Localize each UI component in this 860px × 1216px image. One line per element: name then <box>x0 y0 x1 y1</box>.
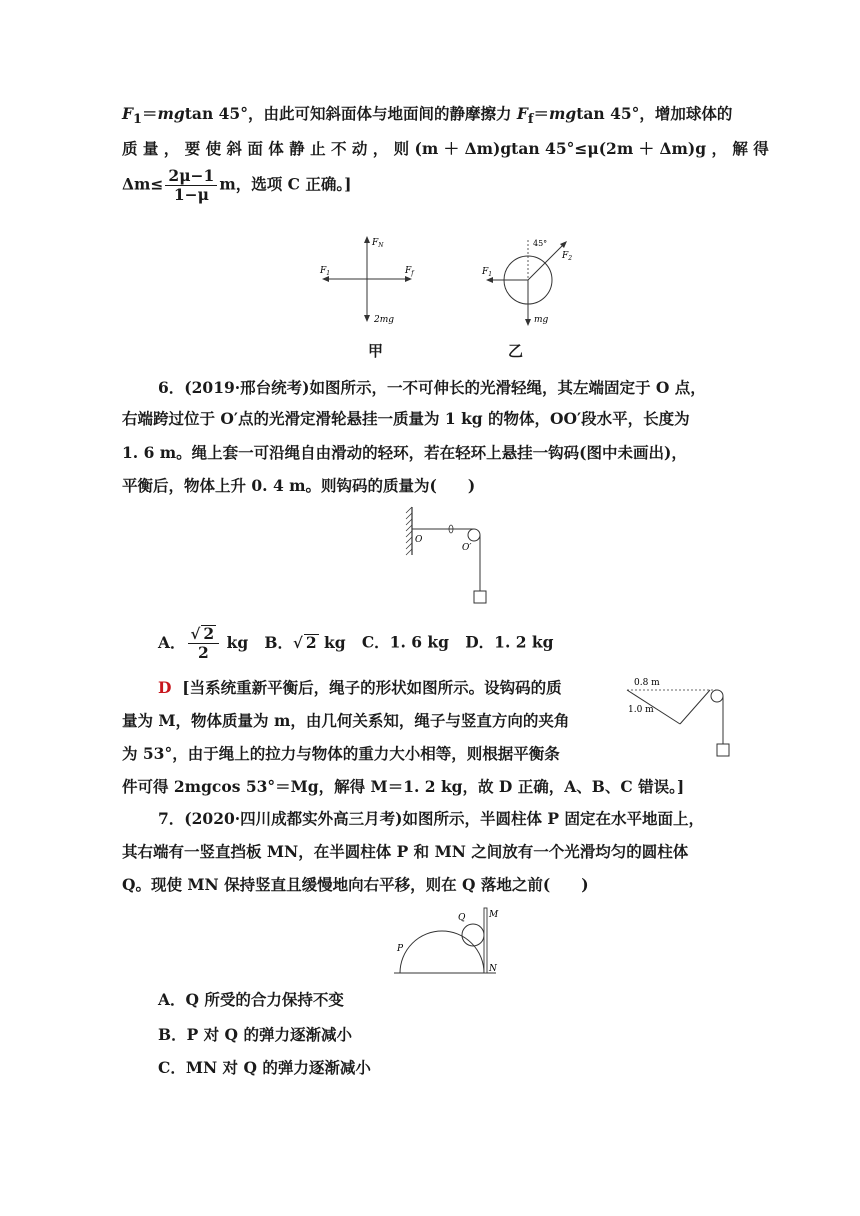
svg-text:0.8 m: 0.8 m <box>634 678 660 688</box>
svg-text:O′: O′ <box>462 543 472 553</box>
a6-line-1: D [当系统重新平衡后，绳子的形状如图所示。设钩码的质 <box>158 678 562 697</box>
answer-label: D <box>158 678 172 697</box>
q6-options <box>158 625 554 662</box>
a6-line-4: 件可得 2mgcos 53°＝Mg，解得 M＝1. 2 kg，故 D 正确，A、B、C 错误。] <box>122 777 685 796</box>
option-d[interactable]: D．1. 2 kg <box>465 632 554 652</box>
svg-text:mg: mg <box>534 315 549 325</box>
svg-text:Ff: $F_f$ <box>405 266 414 277</box>
option-b[interactable]: B．√ 2 kg <box>264 632 346 652</box>
q6-line-2: 右端跨过位于 O′点的光滑定滑轮悬挂一质量为 1 kg 的物体，OO′段水平，长度为 <box>122 409 690 428</box>
q7-line-2: 其右端有一竖直挡板 MN，在半圆柱体 P 和 MN 之间放有一个光滑均匀的圆柱体 <box>122 842 689 861</box>
svg-text:M: M <box>489 910 499 920</box>
a6-figure <box>622 672 742 766</box>
q5-explanation-line-3: Δm≤ $\frac{2\mu-1}{1-\mu}$ m，选项 C 正确。] <box>122 166 352 204</box>
caption-jia: 甲 <box>368 342 384 360</box>
q7-option-a[interactable]: A．Q 所受的合力保持不变 <box>158 990 344 1009</box>
force-diagram-yi <box>476 232 586 332</box>
q7-option-b[interactable]: B．P 对 Q 的弹力逐渐减小 <box>158 1025 352 1044</box>
q6-line-1: 6．(2019·邢台统考)如图所示，一不可伸长的光滑轻绳，其左端固定于 O 点， <box>158 378 706 397</box>
svg-text:FN: $F_N$ <box>372 238 384 249</box>
q5-explanation-line-2: 质 量 ， 要 使 斜 面 体 静 止 不 动 ， 则 (m ＋ Δm)gtan 45°≤μ(2m ＋ Δm)g ， 解 得 <box>122 139 769 158</box>
svg-text:O: O <box>415 535 423 545</box>
q7-figure <box>390 905 502 977</box>
svg-text:2mg: 2mg <box>374 315 395 325</box>
q7-option-c[interactable]: C．MN 对 Q 的弹力逐渐减小 <box>158 1058 371 1077</box>
svg-text:F1: $F_1$ <box>482 267 493 278</box>
q7-line-1: 7．(2020·四川成都实外高三月考)如图所示，半圆柱体 P 固定在水平地面上， <box>158 809 704 828</box>
force-diagram-jia <box>310 228 430 328</box>
caption-yi: 乙 <box>508 342 524 360</box>
option-a[interactable]: A． $\frac{√ 2}{2}$ kg <box>158 624 249 662</box>
a6-line-3: 为 53°，由于绳上的拉力与物体的重力大小相等，则根据平衡条 <box>122 744 560 763</box>
svg-text:N: N <box>489 964 497 974</box>
q6-line-4: 平衡后，物体上升 0. 4 m。则钩码的质量为( ) <box>122 476 476 495</box>
q6-figure <box>404 505 494 607</box>
source-tag: (2019·邢台统考) <box>184 378 310 397</box>
source-tag: (2020·四川成都实外高三月考) <box>184 809 403 828</box>
svg-text:F1: $F_1$ <box>320 266 331 277</box>
q5-explanation-line-1: $F_1=mgtan$ 45°，由此可知斜面体与地面间的静摩擦力 $F_f=mgtan$ 45°，增加球体的 <box>122 104 733 128</box>
option-c[interactable]: C．1. 6 kg <box>361 632 450 652</box>
fraction: $\frac{2\mu-1}{1-\mu}$ <box>165 167 217 204</box>
svg-text:45°: 45° <box>533 239 548 248</box>
svg-text:1.0 m: 1.0 m <box>628 705 654 715</box>
svg-text:Q: Q <box>458 913 466 923</box>
q7-line-3: Q。现使 MN 保持竖直且缓慢地向右平移，则在 Q 落地之前( ) <box>122 875 589 894</box>
svg-text:P: P <box>397 944 404 954</box>
svg-text:F2: $F_2$ <box>562 251 573 262</box>
a6-line-2: 量为 M，物体质量为 m，由几何关系知，绳子与竖直方向的夹角 <box>122 711 570 730</box>
q6-line-3: 1. 6 m。绳上套一可沿绳自由滑动的轻环，若在轻环上悬挂一钩码(图中未画出)， <box>122 443 687 462</box>
